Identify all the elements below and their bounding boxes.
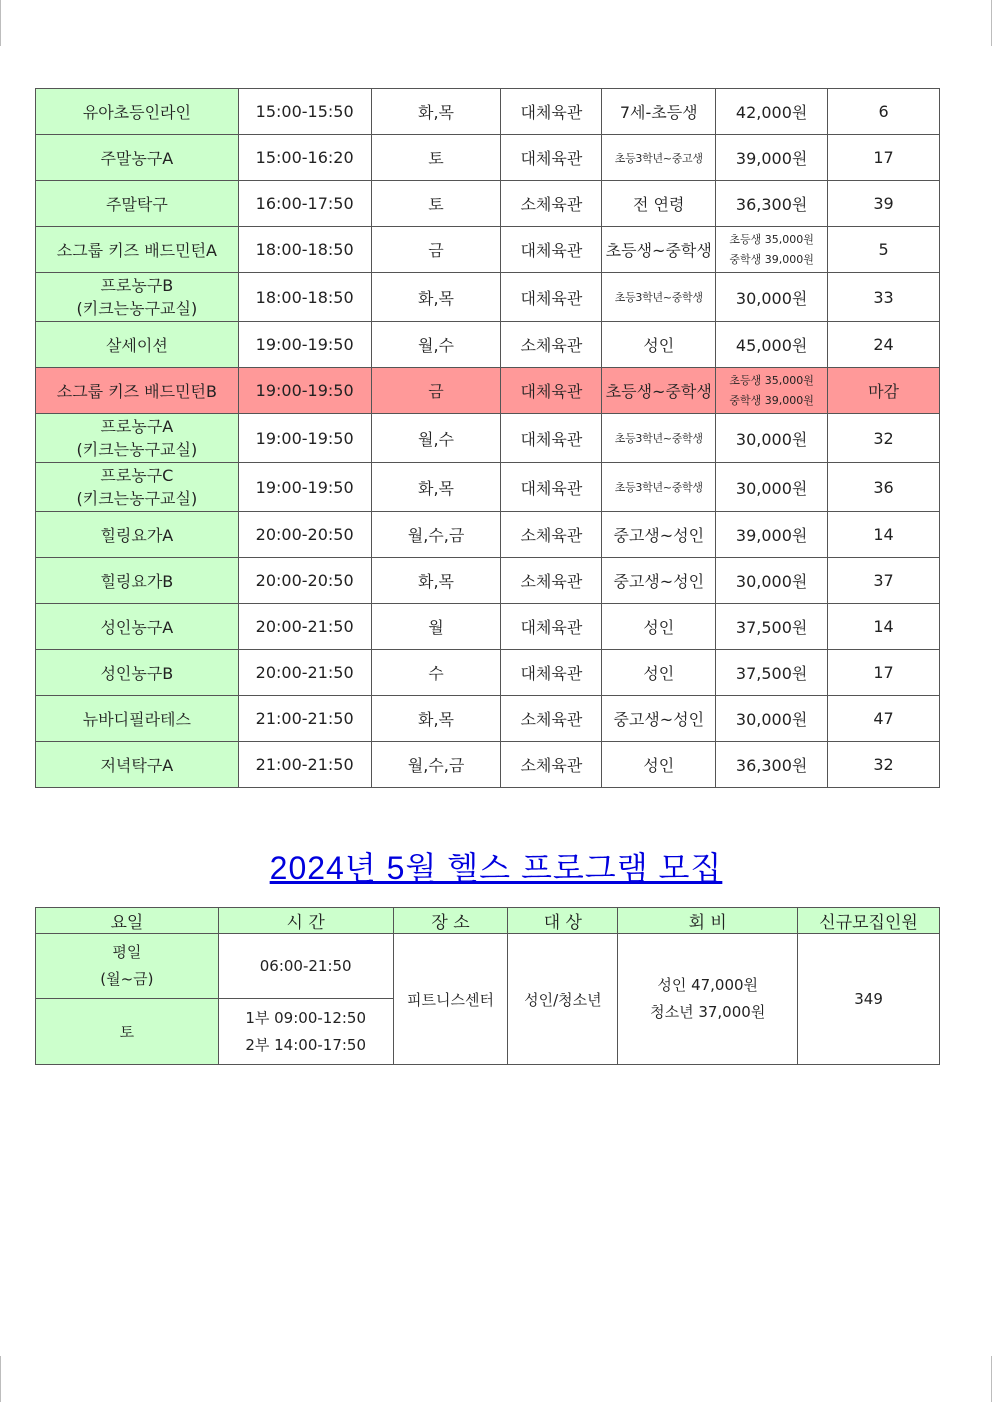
program-time: 19:00-19:50 — [238, 322, 371, 368]
program-fee: 37,500원 — [716, 604, 828, 650]
program-time: 15:00-15:50 — [238, 89, 371, 135]
program-target: 성인 — [602, 322, 716, 368]
program-time: 21:00-21:50 — [238, 742, 371, 788]
program-target: 중고생~성인 — [602, 512, 716, 558]
program-name: 주말농구A — [36, 135, 239, 181]
program-name — [36, 273, 239, 322]
program-days: 월,수,금 — [371, 742, 501, 788]
program-fee: 39,000원 — [716, 135, 828, 181]
fee-line: 초등생 35,000원 — [729, 232, 814, 246]
program-days: 월,수,금 — [371, 512, 501, 558]
program-count: 37 — [828, 558, 940, 604]
program-count: 5 — [828, 227, 940, 273]
program-count: 33 — [828, 273, 940, 322]
program-target: 초등3학년~중학생 — [602, 273, 716, 322]
program-fee: 30,000원 — [716, 558, 828, 604]
program-venue: 대체육관 — [501, 273, 602, 322]
program-fee — [716, 368, 828, 414]
program-name: 저녁탁구A — [36, 742, 239, 788]
program-name-line: 프로농구C — [100, 466, 174, 485]
program-time: 16:00-17:50 — [238, 181, 371, 227]
program-days: 화,목 — [371, 89, 501, 135]
program-days: 월,수 — [371, 414, 501, 463]
program-target: 전 연령 — [602, 181, 716, 227]
table-header-row — [36, 908, 940, 934]
table-row — [36, 604, 940, 650]
program-name: 유아초등인라인 — [36, 89, 239, 135]
header-capacity: 신규모집인원 — [798, 908, 940, 934]
program-count: 36 — [828, 463, 940, 512]
program-count: 14 — [828, 512, 940, 558]
weekday-time: 06:00-21:50 — [218, 934, 393, 999]
program-fee: 39,000원 — [716, 512, 828, 558]
saturday-session-2: 2부 14:00-17:50 — [245, 1035, 366, 1054]
program-venue: 대체육관 — [501, 414, 602, 463]
table-row — [36, 414, 940, 463]
program-fee: 30,000원 — [716, 273, 828, 322]
program-time: 18:00-18:50 — [238, 227, 371, 273]
program-time: 21:00-21:50 — [238, 696, 371, 742]
program-fee: 36,300원 — [716, 742, 828, 788]
health-fee — [618, 934, 798, 1065]
fee-line: 중학생 39,000원 — [729, 393, 814, 407]
table-row — [36, 650, 940, 696]
program-venue: 소체육관 — [501, 512, 602, 558]
program-fee: 42,000원 — [716, 89, 828, 135]
program-venue: 대체육관 — [501, 604, 602, 650]
program-name: 소그룹 키즈 배드민턴B — [36, 368, 239, 414]
program-venue: 소체육관 — [501, 322, 602, 368]
program-fee: 37,500원 — [716, 650, 828, 696]
program-time: 19:00-19:50 — [238, 414, 371, 463]
weekday-cell — [36, 934, 219, 999]
table-row — [36, 322, 940, 368]
health-program-table — [35, 907, 940, 1065]
table-row — [36, 273, 940, 322]
program-name-line: (키크는농구교실) — [76, 489, 198, 508]
weekday-label: 평일 — [112, 943, 142, 961]
table-row — [36, 696, 940, 742]
program-venue: 소체육관 — [501, 558, 602, 604]
fee-line: 중학생 39,000원 — [729, 252, 814, 266]
program-fee: 30,000원 — [716, 463, 828, 512]
health-target: 성인/청소년 — [508, 934, 618, 1065]
program-venue: 대체육관 — [501, 89, 602, 135]
program-count: 17 — [828, 650, 940, 696]
program-name: 성인농구A — [36, 604, 239, 650]
program-venue: 대체육관 — [501, 227, 602, 273]
program-name: 소그룹 키즈 배드민턴A — [36, 227, 239, 273]
program-count-closed: 마감 — [828, 368, 940, 414]
program-count: 17 — [828, 135, 940, 181]
program-days: 토 — [371, 181, 501, 227]
program-time: 19:00-19:50 — [238, 368, 371, 414]
program-days: 토 — [371, 135, 501, 181]
program-name: 살세이션 — [36, 322, 239, 368]
program-name — [36, 463, 239, 512]
program-time: 20:00-21:50 — [238, 604, 371, 650]
program-time: 19:00-19:50 — [238, 463, 371, 512]
program-fee: 30,000원 — [716, 414, 828, 463]
saturday-time — [218, 999, 393, 1065]
fee-youth: 청소년 37,000원 — [650, 1003, 766, 1021]
program-fee — [716, 227, 828, 273]
program-days: 금 — [371, 368, 501, 414]
program-fee: 45,000원 — [716, 322, 828, 368]
program-target: 중고생~성인 — [602, 558, 716, 604]
program-days: 화,목 — [371, 463, 501, 512]
table-row — [36, 558, 940, 604]
program-count: 39 — [828, 181, 940, 227]
health-venue: 피트니스센터 — [393, 934, 508, 1065]
program-name-line: 프로농구B — [100, 276, 174, 295]
program-name-line: 프로농구A — [100, 417, 174, 436]
program-time: 15:00-16:20 — [238, 135, 371, 181]
program-venue: 소체육관 — [501, 181, 602, 227]
program-time: 18:00-18:50 — [238, 273, 371, 322]
program-count: 32 — [828, 742, 940, 788]
program-target: 7세-초등생 — [602, 89, 716, 135]
saturday-label: 토 — [36, 999, 219, 1065]
program-target: 성인 — [602, 650, 716, 696]
program-days: 월,수 — [371, 322, 501, 368]
program-name-line: (키크는농구교실) — [76, 299, 198, 318]
program-target: 성인 — [602, 604, 716, 650]
program-time: 20:00-21:50 — [238, 650, 371, 696]
program-days: 금 — [371, 227, 501, 273]
program-name: 주말탁구 — [36, 181, 239, 227]
program-days: 월 — [371, 604, 501, 650]
table-row — [36, 512, 940, 558]
program-count: 6 — [828, 89, 940, 135]
header-target: 대 상 — [508, 908, 618, 934]
program-venue: 대체육관 — [501, 463, 602, 512]
fee-line: 초등생 35,000원 — [729, 373, 814, 387]
table-row — [36, 934, 940, 999]
program-venue: 소체육관 — [501, 696, 602, 742]
program-days: 수 — [371, 650, 501, 696]
program-name-line: (키크는농구교실) — [76, 440, 198, 459]
program-days: 화,목 — [371, 696, 501, 742]
program-target: 초등3학년~중고생 — [602, 135, 716, 181]
program-days: 화,목 — [371, 558, 501, 604]
program-time: 20:00-20:50 — [238, 512, 371, 558]
header-time: 시 간 — [218, 908, 393, 934]
program-target: 초등3학년~중학생 — [602, 463, 716, 512]
saturday-session-1: 1부 09:00-12:50 — [245, 1008, 366, 1027]
program-target: 초등생~중학생 — [602, 368, 716, 414]
program-name — [36, 414, 239, 463]
program-venue: 대체육관 — [501, 368, 602, 414]
program-count: 47 — [828, 696, 940, 742]
program-fee: 36,300원 — [716, 181, 828, 227]
program-name: 성인농구B — [36, 650, 239, 696]
program-target: 초등생~중학생 — [602, 227, 716, 273]
table-row — [36, 89, 940, 135]
program-days: 화,목 — [371, 273, 501, 322]
program-name: 힐링요가A — [36, 512, 239, 558]
program-name: 힐링요가B — [36, 558, 239, 604]
crop-mark — [0, 0, 1, 46]
table-row — [36, 181, 940, 227]
table-row — [36, 135, 940, 181]
fee-adult: 성인 47,000원 — [657, 976, 759, 994]
program-time: 20:00-20:50 — [238, 558, 371, 604]
program-count: 14 — [828, 604, 940, 650]
program-schedule-table — [35, 88, 940, 788]
weekday-range: (월~금) — [100, 970, 154, 988]
program-fee: 30,000원 — [716, 696, 828, 742]
program-target: 초등3학년~중학생 — [602, 414, 716, 463]
table-row — [36, 227, 940, 273]
health-capacity: 349 — [798, 934, 940, 1065]
table-row — [36, 742, 940, 788]
program-venue: 대체육관 — [501, 135, 602, 181]
program-count: 24 — [828, 322, 940, 368]
program-target: 중고생~성인 — [602, 696, 716, 742]
program-target: 성인 — [602, 742, 716, 788]
program-venue: 대체육관 — [501, 650, 602, 696]
program-name: 뉴바디필라테스 — [36, 696, 239, 742]
header-day: 요일 — [36, 908, 219, 934]
table-row — [36, 463, 940, 512]
header-venue: 장 소 — [393, 908, 508, 934]
health-program-title: 2024년 5월 헬스 프로그램 모집 — [269, 850, 723, 886]
program-venue: 소체육관 — [501, 742, 602, 788]
header-fee: 회 비 — [618, 908, 798, 934]
program-count: 32 — [828, 414, 940, 463]
table-row-closed — [36, 368, 940, 414]
crop-mark — [0, 1356, 1, 1402]
